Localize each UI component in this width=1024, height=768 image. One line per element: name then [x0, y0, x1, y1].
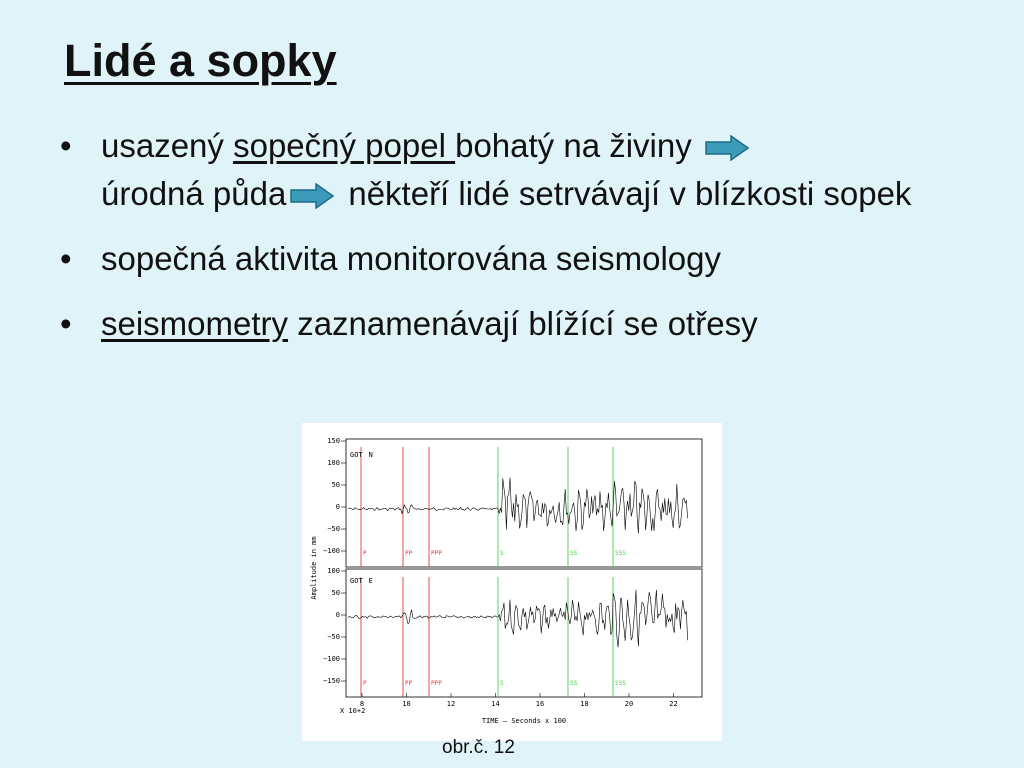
x-ticks [360, 693, 678, 708]
y-tick-label: 0 [335, 611, 340, 619]
panel-top-frame [346, 439, 702, 567]
bullet1-text-4: někteří lidé setrvávají v blízkosti sopek [348, 175, 912, 212]
x-tick-label: 22 [669, 700, 678, 708]
y-tick-label: 150 [327, 437, 340, 445]
bullet1-text-2: bohatý na živiny [455, 127, 692, 164]
y-tick-label: 0 [335, 503, 340, 511]
volcanic-ash-link[interactable]: sopečný popel [233, 127, 456, 164]
trace-north [348, 478, 688, 534]
station-label-top: GOT N [350, 451, 373, 459]
y-tick-label: 50 [331, 481, 340, 489]
figure-caption: obr.č. 12 [442, 737, 515, 758]
x-tick-label: 14 [491, 700, 500, 708]
y-ticks-top [323, 437, 346, 555]
phase-label: P [363, 550, 367, 557]
y-tick-label: −50 [327, 633, 340, 641]
y-tick-label: 100 [327, 567, 340, 575]
x-axis-label: TIME – Seconds x 100 [481, 717, 567, 725]
phase-label: PPP [431, 680, 442, 687]
x-tick-label: 8 [359, 700, 365, 708]
x-multiplier-label: X 10+2 [340, 707, 366, 715]
phase-label: SS [570, 680, 578, 687]
phase-label: PP [405, 680, 413, 687]
bullet1-text-3: úrodná půda [101, 175, 287, 212]
bullet-list [58, 122, 1008, 365]
bullet2-text: sopečná aktivita monitorována seismology [101, 240, 721, 277]
phase-label: PPP [431, 550, 442, 557]
right-arrow-icon [705, 135, 749, 161]
trace-east [348, 590, 688, 647]
phase-label: PP [405, 550, 413, 557]
bullet-item-ash [58, 122, 1008, 218]
phase-label: SSS [615, 680, 626, 687]
x-tick-label: 18 [580, 700, 589, 708]
x-tick-label: 16 [535, 700, 545, 708]
x-tick-label: 12 [446, 700, 456, 708]
y-tick-label: 100 [327, 459, 340, 467]
phase-lines [361, 447, 613, 697]
y-tick-label: −100 [323, 547, 340, 555]
panel-bottom-frame [346, 569, 702, 697]
right-arrow-icon [290, 183, 334, 209]
x-tick-label: 20 [624, 700, 634, 708]
y-tick-label: −50 [327, 525, 340, 533]
phase-label: S [500, 550, 504, 557]
bullet1-text-1: usazený [101, 127, 234, 164]
bullet-item-seismometers [58, 300, 1008, 348]
y-tick-label: −100 [323, 655, 340, 663]
phase-label: S [500, 680, 504, 687]
bullet-item-monitoring [58, 235, 1008, 283]
phase-label: P [363, 680, 367, 687]
y-axis-label: Amplitude in mm [310, 536, 318, 600]
slide-title: Lidé a sopky [64, 35, 337, 86]
y-tick-label: 50 [331, 589, 340, 597]
station-label-bottom: GOT E [350, 577, 373, 585]
seismogram-figure [302, 423, 722, 741]
x-tick-label: 10 [402, 700, 411, 708]
phase-labels [363, 550, 626, 687]
seismogram-plot [302, 423, 722, 741]
phase-label: SSS [615, 550, 626, 557]
y-ticks-bottom [323, 567, 346, 685]
phase-label: SS [570, 550, 578, 557]
y-tick-label: −150 [323, 677, 340, 685]
seismometers-link[interactable]: seismometry [101, 305, 289, 342]
bullet3-text: zaznamenávají blížící se otřesy [288, 305, 758, 342]
